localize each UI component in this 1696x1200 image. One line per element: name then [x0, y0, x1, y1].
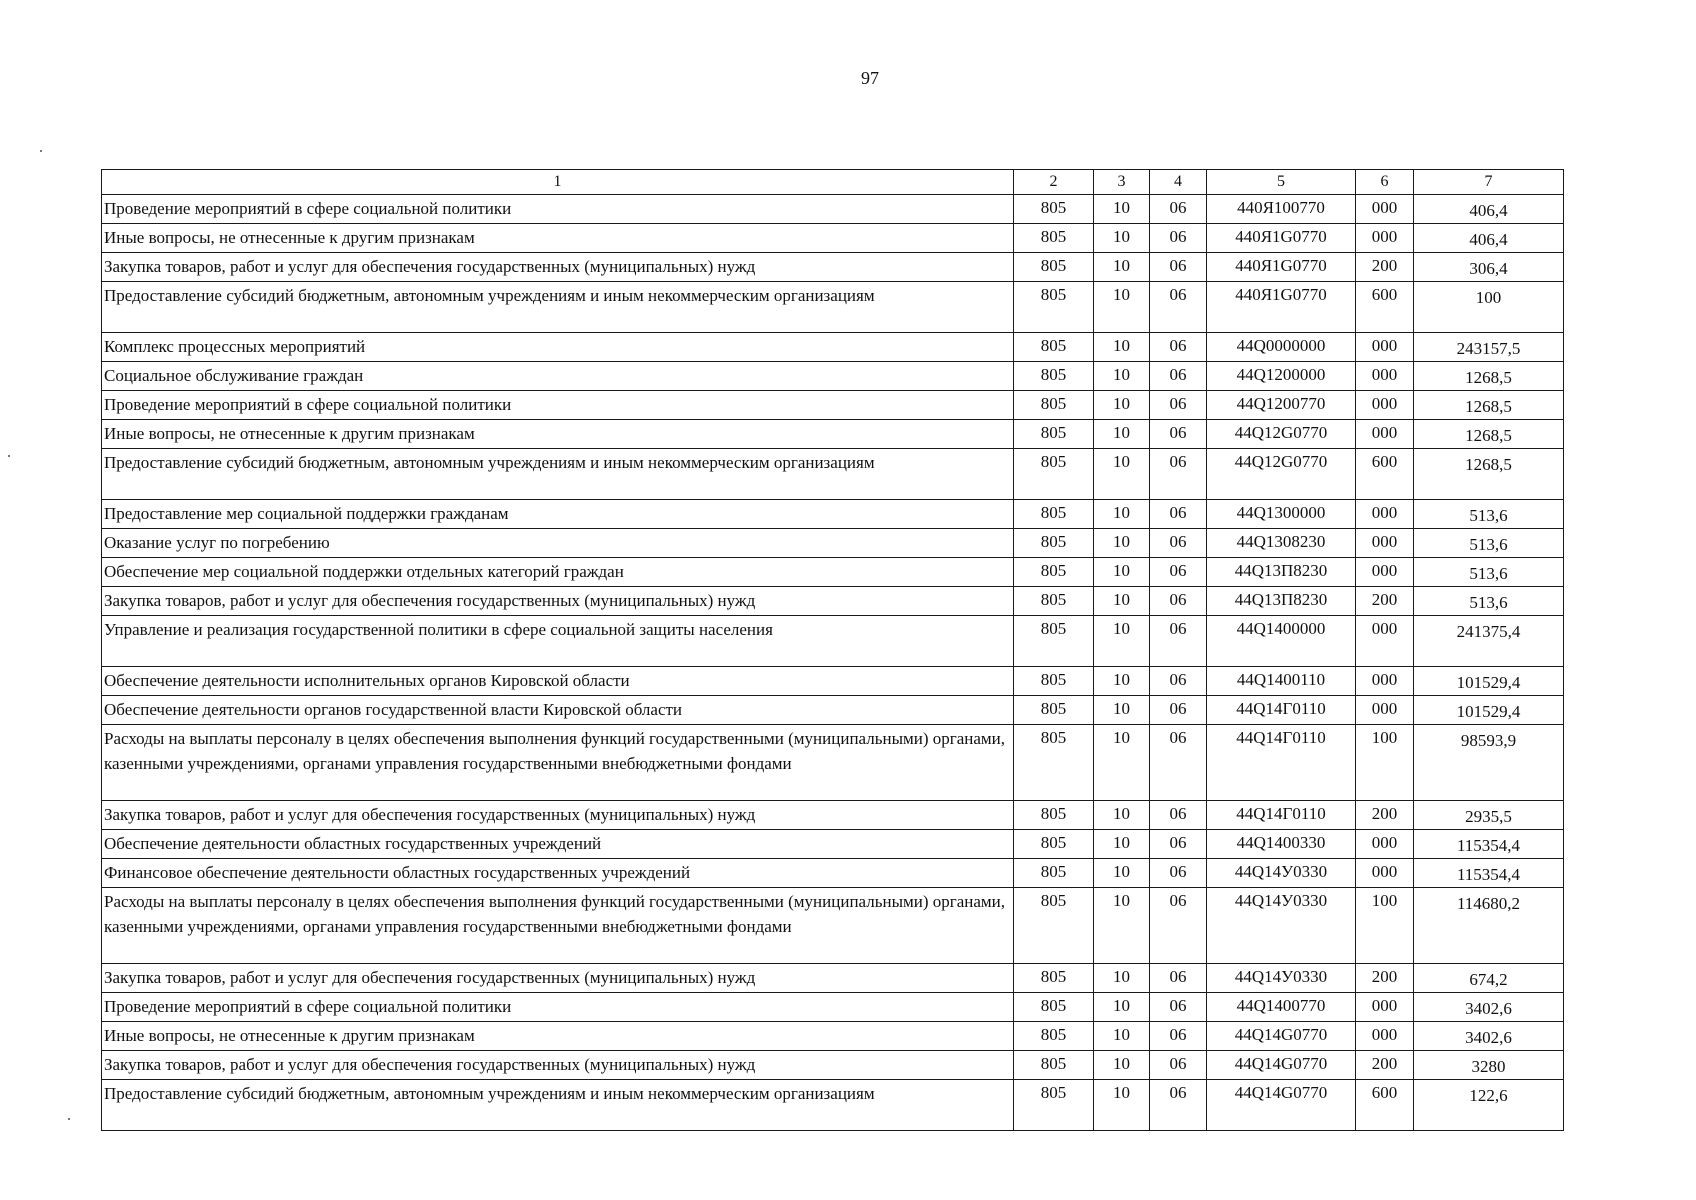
- expense-type-code: 000: [1356, 500, 1414, 529]
- expense-name: Проведение мероприятий в сфере социальной политики: [102, 391, 1014, 420]
- section-code: 10: [1094, 616, 1150, 667]
- section-code: 10: [1094, 801, 1150, 830]
- section-code: 10: [1094, 696, 1150, 725]
- target-article-code: 44Q1400770: [1207, 993, 1356, 1022]
- target-article-code: 44Q12G0770: [1207, 449, 1356, 500]
- target-article-code: 44Q1300000: [1207, 500, 1356, 529]
- subsection-code: 06: [1150, 253, 1207, 282]
- section-code: 10: [1094, 964, 1150, 993]
- expense-name: Расходы на выплаты персоналу в целях обеспечения выполнения функций государственными (муниципальными) органами, казенными учреждениями, органами управления государственными внебюджетными фондами: [102, 888, 1014, 964]
- expense-type-code: 000: [1356, 616, 1414, 667]
- section-code: 10: [1094, 333, 1150, 362]
- target-article-code: 44Q14G0770: [1207, 1022, 1356, 1051]
- amount: 115354,4: [1414, 830, 1564, 859]
- section-code: 10: [1094, 558, 1150, 587]
- ministry-code: 805: [1014, 420, 1094, 449]
- amount: 2935,5: [1414, 801, 1564, 830]
- expense-name: Закупка товаров, работ и услуг для обеспечения государственных (муниципальных) нужд: [102, 1051, 1014, 1080]
- ministry-code: 805: [1014, 888, 1094, 964]
- amount: 513,6: [1414, 529, 1564, 558]
- table-row: [102, 696, 1564, 725]
- ministry-code: 805: [1014, 801, 1094, 830]
- expense-name: Обеспечение деятельности исполнительных органов Кировской области: [102, 667, 1014, 696]
- amount: 115354,4: [1414, 859, 1564, 888]
- target-article-code: 440Я100770: [1207, 195, 1356, 224]
- table-row: [102, 224, 1564, 253]
- ministry-code: 805: [1014, 667, 1094, 696]
- column-header-3: 3: [1094, 170, 1150, 195]
- subsection-code: 06: [1150, 725, 1207, 801]
- subsection-code: 06: [1150, 587, 1207, 616]
- expense-name: Социальное обслуживание граждан: [102, 362, 1014, 391]
- table-row: [102, 449, 1564, 500]
- expense-name: Предоставление субсидий бюджетным, автономным учреждениям и иным некоммерческим организациям: [102, 449, 1014, 500]
- ministry-code: 805: [1014, 449, 1094, 500]
- target-article-code: 44Q14G0770: [1207, 1080, 1356, 1131]
- section-code: 10: [1094, 1022, 1150, 1051]
- target-article-code: 44Q14Г0110: [1207, 801, 1356, 830]
- subsection-code: 06: [1150, 830, 1207, 859]
- page-number: 97: [861, 68, 879, 88]
- expense-name: Предоставление мер социальной поддержки гражданам: [102, 500, 1014, 529]
- expense-name: Закупка товаров, работ и услуг для обеспечения государственных (муниципальных) нужд: [102, 587, 1014, 616]
- column-header-6: 6: [1356, 170, 1414, 195]
- expense-type-code: 000: [1356, 195, 1414, 224]
- column-header-1: 1: [102, 170, 1014, 195]
- expense-type-code: 000: [1356, 362, 1414, 391]
- subsection-code: 06: [1150, 993, 1207, 1022]
- expense-type-code: 000: [1356, 420, 1414, 449]
- amount: 3280: [1414, 1051, 1564, 1080]
- expense-name: Оказание услуг по погребению: [102, 529, 1014, 558]
- section-code: 10: [1094, 391, 1150, 420]
- amount: 674,2: [1414, 964, 1564, 993]
- subsection-code: 06: [1150, 282, 1207, 333]
- expense-name: Закупка товаров, работ и услуг для обеспечения государственных (муниципальных) нужд: [102, 253, 1014, 282]
- table-row: [102, 500, 1564, 529]
- target-article-code: 44Q13П8230: [1207, 587, 1356, 616]
- target-article-code: 44Q14Г0110: [1207, 696, 1356, 725]
- subsection-code: 06: [1150, 1051, 1207, 1080]
- subsection-code: 06: [1150, 362, 1207, 391]
- ministry-code: 805: [1014, 1051, 1094, 1080]
- scan-speck: [40, 150, 42, 152]
- target-article-code: 44Q1308230: [1207, 529, 1356, 558]
- table-row: [102, 333, 1564, 362]
- target-article-code: 440Я1G0770: [1207, 253, 1356, 282]
- amount: 1268,5: [1414, 420, 1564, 449]
- section-code: 10: [1094, 725, 1150, 801]
- target-article-code: 44Q1400110: [1207, 667, 1356, 696]
- ministry-code: 805: [1014, 587, 1094, 616]
- expense-type-code: 200: [1356, 1051, 1414, 1080]
- expense-name: Закупка товаров, работ и услуг для обеспечения государственных (муниципальных) нужд: [102, 964, 1014, 993]
- expense-type-code: 000: [1356, 993, 1414, 1022]
- expense-name: Расходы на выплаты персоналу в целях обеспечения выполнения функций государственными (муниципальными) органами, казенными учреждениями, органами управления государственными внебюджетными фондами: [102, 725, 1014, 801]
- scan-speck: [68, 1118, 70, 1120]
- section-code: 10: [1094, 830, 1150, 859]
- target-article-code: 440Я1G0770: [1207, 224, 1356, 253]
- subsection-code: 06: [1150, 529, 1207, 558]
- table-row: [102, 993, 1564, 1022]
- expense-type-code: 000: [1356, 333, 1414, 362]
- expense-type-code: 100: [1356, 725, 1414, 801]
- amount: 101529,4: [1414, 667, 1564, 696]
- target-article-code: 44Q1400000: [1207, 616, 1356, 667]
- ministry-code: 805: [1014, 1080, 1094, 1131]
- section-code: 10: [1094, 362, 1150, 391]
- target-article-code: 44Q12G0770: [1207, 420, 1356, 449]
- amount: 100: [1414, 282, 1564, 333]
- amount: 406,4: [1414, 195, 1564, 224]
- expense-name: Обеспечение деятельности органов государственной власти Кировской области: [102, 696, 1014, 725]
- ministry-code: 805: [1014, 529, 1094, 558]
- expense-name: Закупка товаров, работ и услуг для обеспечения государственных (муниципальных) нужд: [102, 801, 1014, 830]
- amount: 1268,5: [1414, 362, 1564, 391]
- subsection-code: 06: [1150, 801, 1207, 830]
- ministry-code: 805: [1014, 859, 1094, 888]
- ministry-code: 805: [1014, 830, 1094, 859]
- section-code: 10: [1094, 888, 1150, 964]
- expense-type-code: 000: [1356, 830, 1414, 859]
- ministry-code: 805: [1014, 696, 1094, 725]
- ministry-code: 805: [1014, 362, 1094, 391]
- table-row: [102, 667, 1564, 696]
- expense-name: Проведение мероприятий в сфере социальной политики: [102, 993, 1014, 1022]
- section-code: 10: [1094, 529, 1150, 558]
- target-article-code: 44Q14Г0110: [1207, 725, 1356, 801]
- table-row: [102, 888, 1564, 964]
- amount: 1268,5: [1414, 391, 1564, 420]
- expense-type-code: 000: [1356, 1022, 1414, 1051]
- expense-type-code: 200: [1356, 801, 1414, 830]
- subsection-code: 06: [1150, 333, 1207, 362]
- expense-type-code: 200: [1356, 253, 1414, 282]
- amount: 306,4: [1414, 253, 1564, 282]
- budget-table: [101, 169, 1564, 1131]
- expense-type-code: 000: [1356, 859, 1414, 888]
- section-code: 10: [1094, 1080, 1150, 1131]
- subsection-code: 06: [1150, 391, 1207, 420]
- table-row: [102, 725, 1564, 801]
- expense-name: Обеспечение деятельности областных государственных учреждений: [102, 830, 1014, 859]
- target-article-code: 44Q1200770: [1207, 391, 1356, 420]
- target-article-code: 44Q14У0330: [1207, 964, 1356, 993]
- amount: 101529,4: [1414, 696, 1564, 725]
- expense-name: Предоставление субсидий бюджетным, автономным учреждениям и иным некоммерческим организациям: [102, 1080, 1014, 1131]
- expense-type-code: 100: [1356, 888, 1414, 964]
- table-row: [102, 964, 1564, 993]
- target-article-code: 440Я1G0770: [1207, 282, 1356, 333]
- expense-type-code: 600: [1356, 282, 1414, 333]
- amount: 513,6: [1414, 500, 1564, 529]
- expense-name: Обеспечение мер социальной поддержки отдельных категорий граждан: [102, 558, 1014, 587]
- table-row: [102, 1051, 1564, 1080]
- table-row: [102, 420, 1564, 449]
- expense-type-code: 000: [1356, 224, 1414, 253]
- amount: 513,6: [1414, 558, 1564, 587]
- table-row: [102, 830, 1564, 859]
- subsection-code: 06: [1150, 420, 1207, 449]
- subsection-code: 06: [1150, 859, 1207, 888]
- section-code: 10: [1094, 993, 1150, 1022]
- subsection-code: 06: [1150, 558, 1207, 587]
- expense-type-code: 000: [1356, 558, 1414, 587]
- scan-speck: [8, 455, 10, 457]
- expense-name: Иные вопросы, не отнесенные к другим признакам: [102, 1022, 1014, 1051]
- target-article-code: 44Q1400330: [1207, 830, 1356, 859]
- target-article-code: 44Q14G0770: [1207, 1051, 1356, 1080]
- target-article-code: 44Q0000000: [1207, 333, 1356, 362]
- amount: 1268,5: [1414, 449, 1564, 500]
- amount: 241375,4: [1414, 616, 1564, 667]
- ministry-code: 805: [1014, 616, 1094, 667]
- table-row: [102, 529, 1564, 558]
- expense-name: Проведение мероприятий в сфере социальной политики: [102, 195, 1014, 224]
- section-code: 10: [1094, 449, 1150, 500]
- expense-name: Управление и реализация государственной политики в сфере социальной защиты населения: [102, 616, 1014, 667]
- expense-type-code: 000: [1356, 696, 1414, 725]
- section-code: 10: [1094, 224, 1150, 253]
- target-article-code: 44Q14У0330: [1207, 888, 1356, 964]
- amount: 243157,5: [1414, 333, 1564, 362]
- target-article-code: 44Q14У0330: [1207, 859, 1356, 888]
- section-code: 10: [1094, 587, 1150, 616]
- subsection-code: 06: [1150, 1080, 1207, 1131]
- table-row: [102, 1080, 1564, 1131]
- ministry-code: 805: [1014, 964, 1094, 993]
- ministry-code: 805: [1014, 558, 1094, 587]
- table-row: [102, 1022, 1564, 1051]
- expense-type-code: 600: [1356, 449, 1414, 500]
- amount: 98593,9: [1414, 725, 1564, 801]
- table-row: [102, 587, 1564, 616]
- amount: 3402,6: [1414, 1022, 1564, 1051]
- table-row: [102, 801, 1564, 830]
- amount: 122,6: [1414, 1080, 1564, 1131]
- amount: 406,4: [1414, 224, 1564, 253]
- expense-name: Финансовое обеспечение деятельности областных государственных учреждений: [102, 859, 1014, 888]
- expense-name: Иные вопросы, не отнесенные к другим признакам: [102, 224, 1014, 253]
- amount: 513,6: [1414, 587, 1564, 616]
- column-header-5: 5: [1207, 170, 1356, 195]
- target-article-code: 44Q1200000: [1207, 362, 1356, 391]
- ministry-code: 805: [1014, 224, 1094, 253]
- expense-type-code: 000: [1356, 529, 1414, 558]
- ministry-code: 805: [1014, 282, 1094, 333]
- table-row: [102, 282, 1564, 333]
- table-row: [102, 362, 1564, 391]
- section-code: 10: [1094, 420, 1150, 449]
- ministry-code: 805: [1014, 1022, 1094, 1051]
- amount: 3402,6: [1414, 993, 1564, 1022]
- subsection-code: 06: [1150, 449, 1207, 500]
- section-code: 10: [1094, 253, 1150, 282]
- expense-type-code: 600: [1356, 1080, 1414, 1131]
- ministry-code: 805: [1014, 391, 1094, 420]
- expense-name: Предоставление субсидий бюджетным, автономным учреждениям и иным некоммерческим организациям: [102, 282, 1014, 333]
- target-article-code: 44Q13П8230: [1207, 558, 1356, 587]
- table-row: [102, 195, 1564, 224]
- subsection-code: 06: [1150, 696, 1207, 725]
- ministry-code: 805: [1014, 253, 1094, 282]
- table-row: [102, 391, 1564, 420]
- subsection-code: 06: [1150, 888, 1207, 964]
- column-header-2: 2: [1014, 170, 1094, 195]
- table-row: [102, 253, 1564, 282]
- subsection-code: 06: [1150, 195, 1207, 224]
- section-code: 10: [1094, 195, 1150, 224]
- subsection-code: 06: [1150, 667, 1207, 696]
- column-header-7: 7: [1414, 170, 1564, 195]
- expense-name: Иные вопросы, не отнесенные к другим признакам: [102, 420, 1014, 449]
- expense-type-code: 200: [1356, 587, 1414, 616]
- section-code: 10: [1094, 500, 1150, 529]
- subsection-code: 06: [1150, 224, 1207, 253]
- section-code: 10: [1094, 667, 1150, 696]
- ministry-code: 805: [1014, 725, 1094, 801]
- table-row: [102, 859, 1564, 888]
- header-row: [102, 170, 1564, 195]
- ministry-code: 805: [1014, 195, 1094, 224]
- subsection-code: 06: [1150, 500, 1207, 529]
- expense-name: Комплекс процессных мероприятий: [102, 333, 1014, 362]
- ministry-code: 805: [1014, 333, 1094, 362]
- subsection-code: 06: [1150, 1022, 1207, 1051]
- section-code: 10: [1094, 1051, 1150, 1080]
- subsection-code: 06: [1150, 964, 1207, 993]
- ministry-code: 805: [1014, 500, 1094, 529]
- expense-type-code: 000: [1356, 667, 1414, 696]
- section-code: 10: [1094, 282, 1150, 333]
- expense-type-code: 000: [1356, 391, 1414, 420]
- expense-type-code: 200: [1356, 964, 1414, 993]
- table-row: [102, 558, 1564, 587]
- ministry-code: 805: [1014, 993, 1094, 1022]
- column-header-4: 4: [1150, 170, 1207, 195]
- table-row: [102, 616, 1564, 667]
- subsection-code: 06: [1150, 616, 1207, 667]
- amount: 114680,2: [1414, 888, 1564, 964]
- section-code: 10: [1094, 859, 1150, 888]
